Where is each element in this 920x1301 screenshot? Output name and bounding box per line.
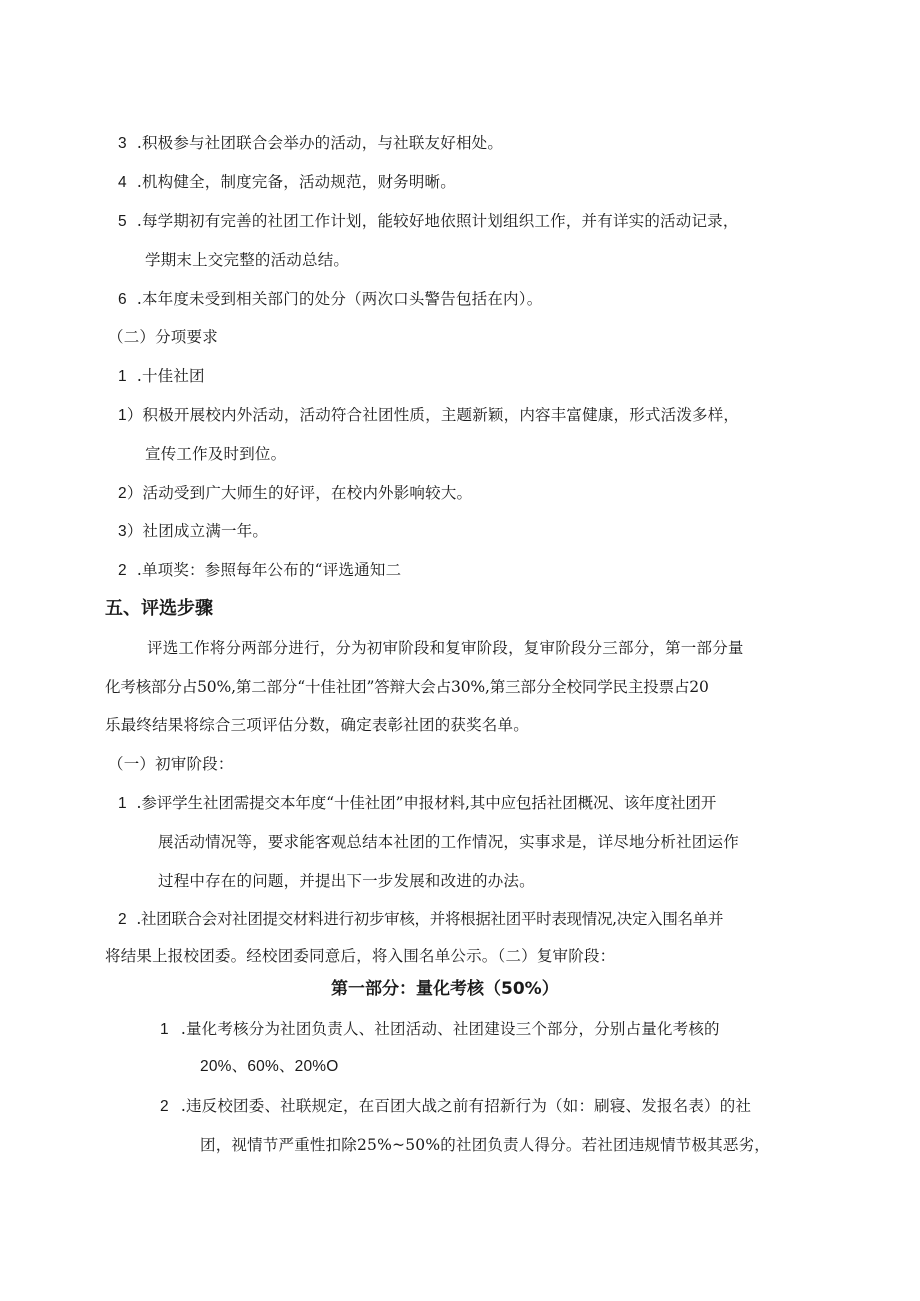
item-number: 5	[118, 213, 127, 230]
list-item	[118, 483, 472, 504]
continuation-line: 宣传工作及时到位。	[145, 445, 287, 463]
paragraph-line: 化考核部分占50%,第二部分“十佳社团”答辩大会占30%,第三部分全校同学民主投票占20	[105, 678, 709, 696]
item-number: 1）	[118, 407, 143, 424]
item-text: 活动受到广大师生的好评，在校内外影响较大。	[142, 484, 473, 502]
continuation-line: 展活动情况等，要求能客观总结本社团的工作情况，实事求是，详尽地分析社团运作	[158, 833, 739, 851]
item-number: 2	[118, 562, 127, 579]
list-item	[118, 289, 542, 310]
item-text: .十佳社团	[136, 367, 205, 385]
list-item	[118, 366, 205, 387]
item-number: 6	[118, 291, 127, 308]
item-text: .积极参与社团联合会举办的活动，与社联友好相处。	[136, 134, 504, 152]
subsection-heading: （二）分项要求	[108, 328, 218, 346]
item-text: .社团联合会对社团提交材料进行初步审核，并将根据社团平时表现情况,决定入围名单并	[136, 910, 724, 928]
item-text: .参评学生社团需提交本年度“十佳社团”申报材料,其中应包括社团概况、该年度社团开	[136, 794, 717, 812]
list-item	[118, 909, 723, 930]
paragraph-line: 评选工作将分两部分进行，分为初审阶段和复审阶段，复审阶段分三部分，第一部分量	[147, 639, 744, 657]
item-text: .量化考核分为社团负责人、社团活动、社团建设三个部分，分别占量化考核的	[180, 1020, 720, 1038]
list-item	[160, 1019, 720, 1040]
list-item	[118, 172, 456, 193]
part-heading: 第一部分：量化考核（50%）	[331, 979, 559, 999]
list-item	[118, 521, 268, 542]
item-text: 社团成立满一年。	[142, 522, 269, 540]
item-number: 1	[118, 795, 127, 812]
item-text: .违反校团委、社联规定，在百团大战之前有招新行为（如：刷寝、发报名表）的社	[180, 1097, 752, 1115]
paragraph-line: 乐最终结果将综合三项评估分数，确定表彰社团的获奖名单。	[105, 716, 529, 734]
item-number: 2）	[118, 485, 143, 502]
subsection-heading: （一）初审阶段：	[108, 755, 234, 773]
item-number: 2	[118, 911, 127, 928]
list-item	[160, 1096, 751, 1117]
list-item	[118, 211, 739, 232]
item-number: 1	[118, 368, 127, 385]
item-number: 4	[118, 174, 127, 191]
list-item	[118, 405, 739, 426]
item-number: 2	[160, 1098, 169, 1115]
item-text: 积极开展校内外活动，活动符合社团性质，主题新颖，内容丰富健康，形式活泼多样，	[142, 406, 740, 424]
continuation-line: 20%、60%、20%O	[200, 1058, 339, 1075]
item-number: 1	[160, 1021, 169, 1038]
list-item	[118, 793, 716, 814]
item-text: .单项奖：参照每年公布的“评选通知二	[136, 561, 402, 579]
section-heading: 五、评选步骤	[105, 598, 213, 619]
item-number: 3	[118, 135, 127, 152]
continuation-line: 过程中存在的问题，并提出下一步发展和改进的办法。	[158, 872, 535, 890]
list-item	[118, 560, 401, 581]
list-item	[118, 133, 503, 154]
item-text: .本年度未受到相关部门的处分（两次口头警告包括在内）。	[136, 290, 543, 308]
item-number: 3）	[118, 523, 143, 540]
item-text: .机构健全，制度完备，活动规范，财务明晰。	[136, 173, 456, 191]
paragraph-line: 将结果上报校团委。经校团委同意后，将入围名单公示。（二）复审阶段：	[105, 947, 616, 965]
item-text: .每学期初有完善的社团工作计划，能较好地依照计划组织工作，并有详实的活动记录，	[136, 212, 739, 230]
continuation-line: 学期末上交完整的活动总结。	[145, 251, 350, 269]
continuation-line: 团，视情节严重性扣除25%~50%的社团负责人得分。若社团违规情节极其恶劣，	[200, 1136, 770, 1154]
